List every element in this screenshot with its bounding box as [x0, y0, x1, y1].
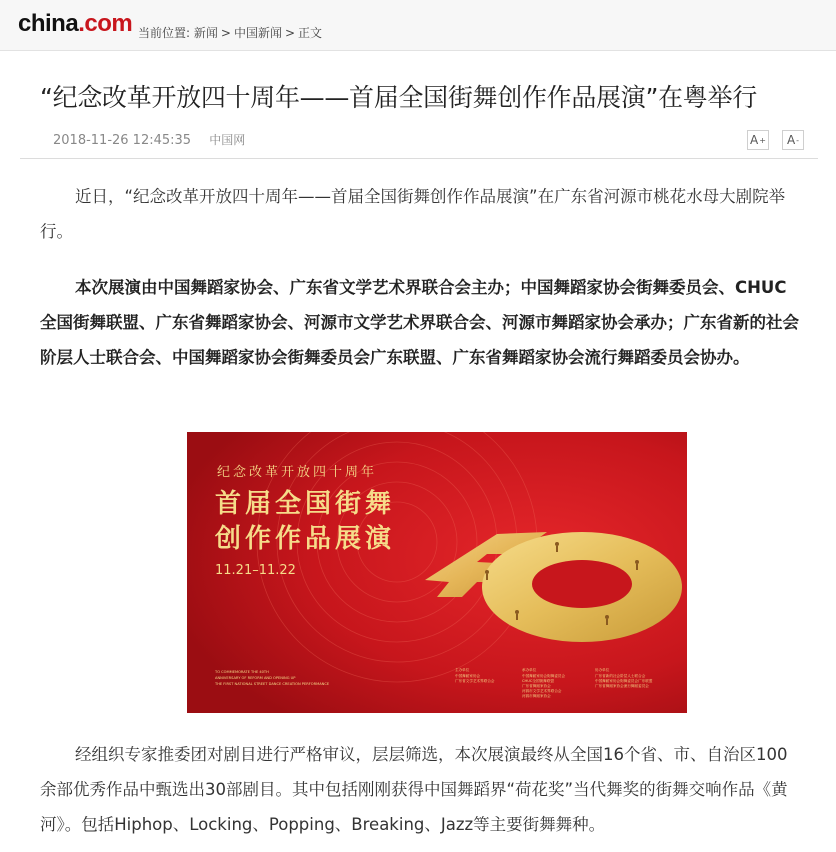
poster-en-line1: TO COMMEMORATE THE 40TH — [215, 670, 269, 674]
article-paragraph-3: 经组织专家推委团对剧目进行严格审议，层层筛选，本次展演最终从全国16个省、市、自治区100余部优秀作品中甄选出30部剧目。其中包括刚刚获得中国舞蹈界“荷花奖”当代舞奖的街舞交响作品《黄河》。包括Hiphop、Locking、Popping、Breaking、Jazz等主要街舞舞种。 — [40, 745, 788, 834]
poster-col2-line: 广东省舞蹈家协会 — [522, 684, 551, 688]
poster-col3-head: 协办单位 — [595, 668, 610, 672]
breadcrumb-prefix: 当前位置: — [138, 26, 191, 40]
poster-col1-line: 广东省文学艺术界联合会 — [455, 679, 495, 683]
breadcrumb-current: 正文 — [298, 26, 323, 40]
breadcrumb-link-china-news[interactable]: 中国新闻 — [233, 26, 282, 40]
logo-text-com: com — [84, 10, 133, 37]
poster-title-line1: 首届全国街舞 — [215, 489, 396, 519]
poster-col2-line: 河源市舞蹈家协会 — [522, 694, 551, 698]
breadcrumb — [138, 24, 322, 41]
site-logo[interactable] — [18, 12, 132, 36]
poster-col3-line: 广东省新的社会阶层人士联合会 — [595, 674, 646, 678]
poster-title-line2: 创作作品展演 — [215, 524, 396, 554]
event-poster-image — [187, 432, 687, 713]
meta-divider — [20, 158, 818, 159]
poster-col3-line: 广东省舞蹈家协会流行舞蹈委员会 — [595, 684, 649, 688]
poster-col2-line: 中国舞蹈家协会街舞委员会 — [522, 674, 566, 678]
poster-col1-head: 主办单位 — [455, 668, 470, 672]
font-increase-button[interactable]: A + — [747, 130, 769, 150]
breadcrumb-separator: > — [220, 26, 231, 40]
site-header — [0, 0, 836, 51]
article-paragraph-1: 近日，“纪念改革开放四十周年——首届全国街舞创作作品展演”在广东省河源市桃花水母大剧院举行。 — [40, 187, 786, 241]
poster-top-line: 纪念改革开放四十周年 — [217, 465, 378, 480]
breadcrumb-separator: > — [284, 26, 296, 40]
font-decrease-icon: A — [786, 133, 796, 147]
font-decrease-button[interactable]: A - — [782, 130, 804, 150]
breadcrumb-link-news[interactable]: 新闻 — [193, 26, 218, 40]
logo-text-china: china — [18, 10, 79, 37]
poster-col1-line: 中国舞蹈家协会 — [455, 674, 481, 678]
article-date: 2018-11-26 12:45:35 — [53, 133, 192, 148]
poster-col2-line: 河源市文学艺术界联合会 — [522, 689, 562, 693]
poster-col2-head: 承办单位 — [522, 668, 537, 672]
article-source: 中国网 — [209, 133, 246, 147]
article-meta — [53, 131, 245, 148]
poster-en-line3: THE FIRST NATIONAL STREET DANCE CREATION PERFORMANCE — [215, 682, 330, 686]
article-title: “纪念改革开放四十周年——首届全国街舞创作作品展演”在粤举行 — [40, 83, 757, 112]
poster-dates: 11.21–11.22 — [215, 563, 296, 578]
poster-col3-line: 中国舞蹈家协会街舞委员会广东联盟 — [595, 679, 653, 683]
article-paragraph-2: 本次展演由中国舞蹈家协会、广东省文学艺术界联合会主办；中国舞蹈家协会街舞委员会、CHUC全国街舞联盟、广东省舞蹈家协会、河源市文学艺术界联合会、河源市舞蹈家协会承办；广东省新的社会阶层人士联合会、中国舞蹈家协会街舞委员会广东联盟、广东省舞蹈家协会流行舞蹈委员会协办。 — [40, 278, 799, 367]
logo-text-dot: . — [78, 10, 85, 37]
poster-en-line2: ANNIVERSARY OF REFORM AND OPENING UP — [215, 676, 296, 680]
font-increase-icon: A — [750, 133, 759, 147]
poster-col2-line: CHUC全国街舞联盟 — [522, 679, 554, 683]
